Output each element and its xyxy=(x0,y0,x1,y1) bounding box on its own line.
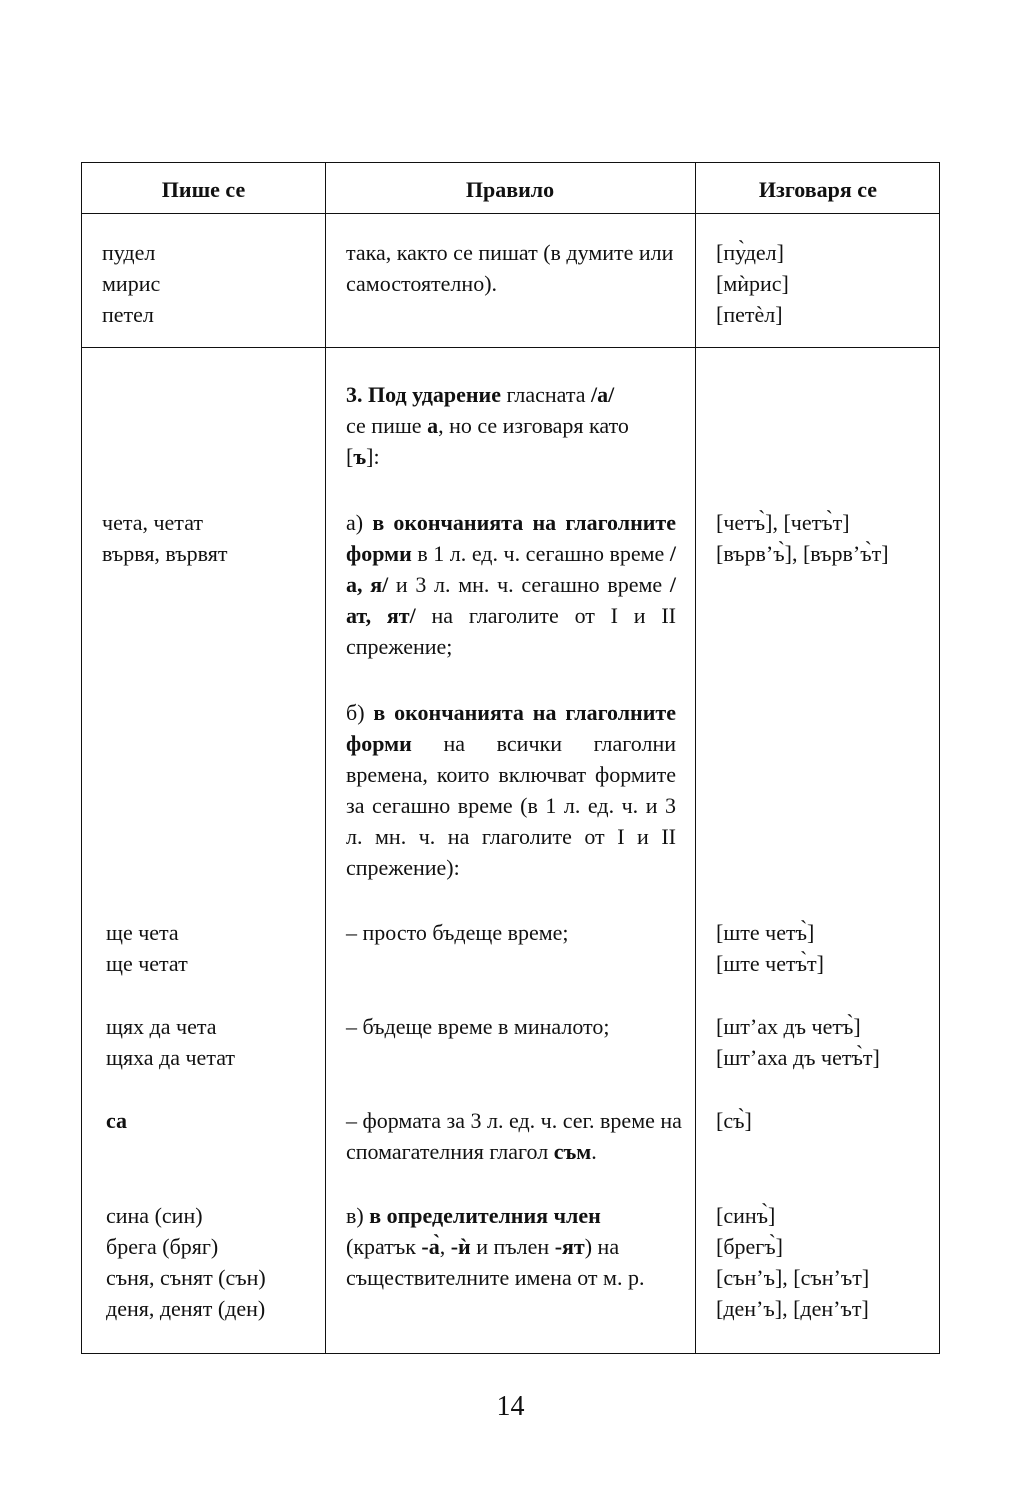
sa-rule xyxy=(346,1105,686,1167)
rules-table xyxy=(81,162,940,1354)
written-word: щяха да четат xyxy=(106,1045,236,1070)
rule-text-bold: -ят xyxy=(554,1234,585,1259)
written-word: сина (син) xyxy=(106,1203,203,1228)
future-past-pronounced xyxy=(716,1011,880,1073)
rule-text-bold: /а, я/ xyxy=(346,541,676,597)
rule-text-bold: в окончанията на глаголните форми xyxy=(346,700,676,756)
written-word: съня, сънят (сън) xyxy=(106,1265,266,1290)
pronounced-word: [брегъ̀] xyxy=(716,1234,784,1259)
rule-a-written xyxy=(102,507,227,569)
written-word: чета, четат xyxy=(102,510,203,535)
rule-text: и 3 л. мн. ч. сегашно време xyxy=(388,572,670,597)
rule-text: [ xyxy=(346,444,354,469)
article-pronounced xyxy=(716,1200,869,1324)
future-past-rule: – бъдеще време в миналото; xyxy=(346,1014,610,1039)
rule-text-bold: ъ xyxy=(353,444,367,469)
rule-text: , xyxy=(439,1234,451,1259)
rule-text-bold: в окончанията на глаголните форми xyxy=(346,510,676,566)
rule-text-bold: -а̀ xyxy=(421,1234,440,1259)
article-written xyxy=(106,1200,266,1324)
rule-text: – формата за 3 л. ед. ч. сег. време на спомагателния глагол xyxy=(346,1108,682,1164)
pronounced-word: [шт’ах дъ четъ̀] xyxy=(716,1014,861,1039)
page-number: 14 xyxy=(496,1391,525,1422)
rule-text: (кратък xyxy=(346,1234,422,1259)
rule-a-pronounced xyxy=(716,507,889,569)
pronounced-word: [шт’аха дъ четъ̀т] xyxy=(716,1045,880,1070)
written-word: мирис xyxy=(102,271,161,296)
rule-3-heading xyxy=(346,379,682,472)
article-rule xyxy=(346,1200,644,1293)
row-divider xyxy=(82,347,939,348)
rule-text: се пише xyxy=(346,413,428,438)
rule-text-bold: а xyxy=(427,413,439,438)
written-word: деня, денят (ден) xyxy=(106,1296,266,1321)
header-rule: Правило xyxy=(465,177,555,202)
rule-text: ]: xyxy=(366,444,380,469)
row-divider xyxy=(82,213,939,214)
rule-text: . xyxy=(591,1139,597,1164)
header-pronounced: Изговаря се xyxy=(758,177,878,202)
pronounced-word: [сън’ъ], [сън’ът] xyxy=(716,1265,870,1290)
rule-text: и пълен xyxy=(470,1234,555,1259)
future-rule: – просто бъдеще време; xyxy=(346,920,569,945)
written-word: вървя, вървят xyxy=(102,541,228,566)
rule-text: в 1 л. ед. ч. сегашно време xyxy=(411,541,670,566)
future-written xyxy=(106,917,188,979)
row1-rule: така, както се пишат (в думите или самостоятелно). xyxy=(346,240,674,296)
written-word: ще чета xyxy=(106,920,179,945)
rule-text: ) на xyxy=(584,1234,620,1259)
rule-text: в) xyxy=(346,1203,370,1228)
column-divider xyxy=(325,163,326,1353)
rule-text-bold: /ат, ят/ xyxy=(346,572,677,628)
rule-text-bold: -ѝ xyxy=(450,1234,471,1259)
rule-text: б) xyxy=(346,700,374,725)
row1-pronounced xyxy=(716,237,789,330)
pronounced-word: [четъ̀], [четъ̀т] xyxy=(716,510,850,535)
rule-b-text xyxy=(346,697,676,883)
pronounced-word: [ште четъ̀] xyxy=(716,920,815,945)
rule-text: а) xyxy=(346,510,373,535)
column-divider xyxy=(695,163,696,1353)
future-past-written xyxy=(106,1011,235,1073)
pronounced-word: [мѝрис] xyxy=(716,271,789,296)
sa-pronounced: [съ̀] xyxy=(716,1108,752,1133)
rule-text-bold: /а/ xyxy=(591,382,615,407)
pronounced-word: [върв’ъ̀], [върв’ъ̀т] xyxy=(716,541,889,566)
future-pronounced xyxy=(716,917,824,979)
rule-text: , но се изговаря като xyxy=(438,413,629,438)
written-word: брега (бряг) xyxy=(106,1234,219,1259)
rule-text-bold: съм xyxy=(553,1139,592,1164)
rule-text: на глаголите от I и II спрежение; xyxy=(346,603,676,659)
written-word: пудел xyxy=(102,240,156,265)
rule-3-title: 3. Под ударение xyxy=(346,382,501,407)
pronounced-word: [петѐл] xyxy=(716,302,783,327)
rule-a-text xyxy=(346,507,676,662)
rule-text: съществителните имена от м. р. xyxy=(346,1265,645,1290)
rule-text: гласната xyxy=(500,382,591,407)
written-word: петел xyxy=(102,302,154,327)
rule-text: на всички глаголни времена, които включват формите за сегашно време (в 1 л. ед. ч. и 3 л. мн. ч. на глаголите от I и II спрежение): xyxy=(346,731,676,880)
pronounced-word: [ште четъ̀т] xyxy=(716,951,824,976)
written-word: ще четат xyxy=(106,951,188,976)
header-written: Пише се xyxy=(161,177,246,202)
pronounced-word: [пу̀дел] xyxy=(716,240,784,265)
sa-written: са xyxy=(106,1108,128,1133)
rule-text-bold: в определителния член xyxy=(369,1203,601,1228)
pronounced-word: [синъ̀] xyxy=(716,1203,776,1228)
pronounced-word: [ден’ъ], [ден’ът] xyxy=(716,1296,869,1321)
written-word: щях да чета xyxy=(106,1014,217,1039)
row1-written xyxy=(102,237,160,330)
